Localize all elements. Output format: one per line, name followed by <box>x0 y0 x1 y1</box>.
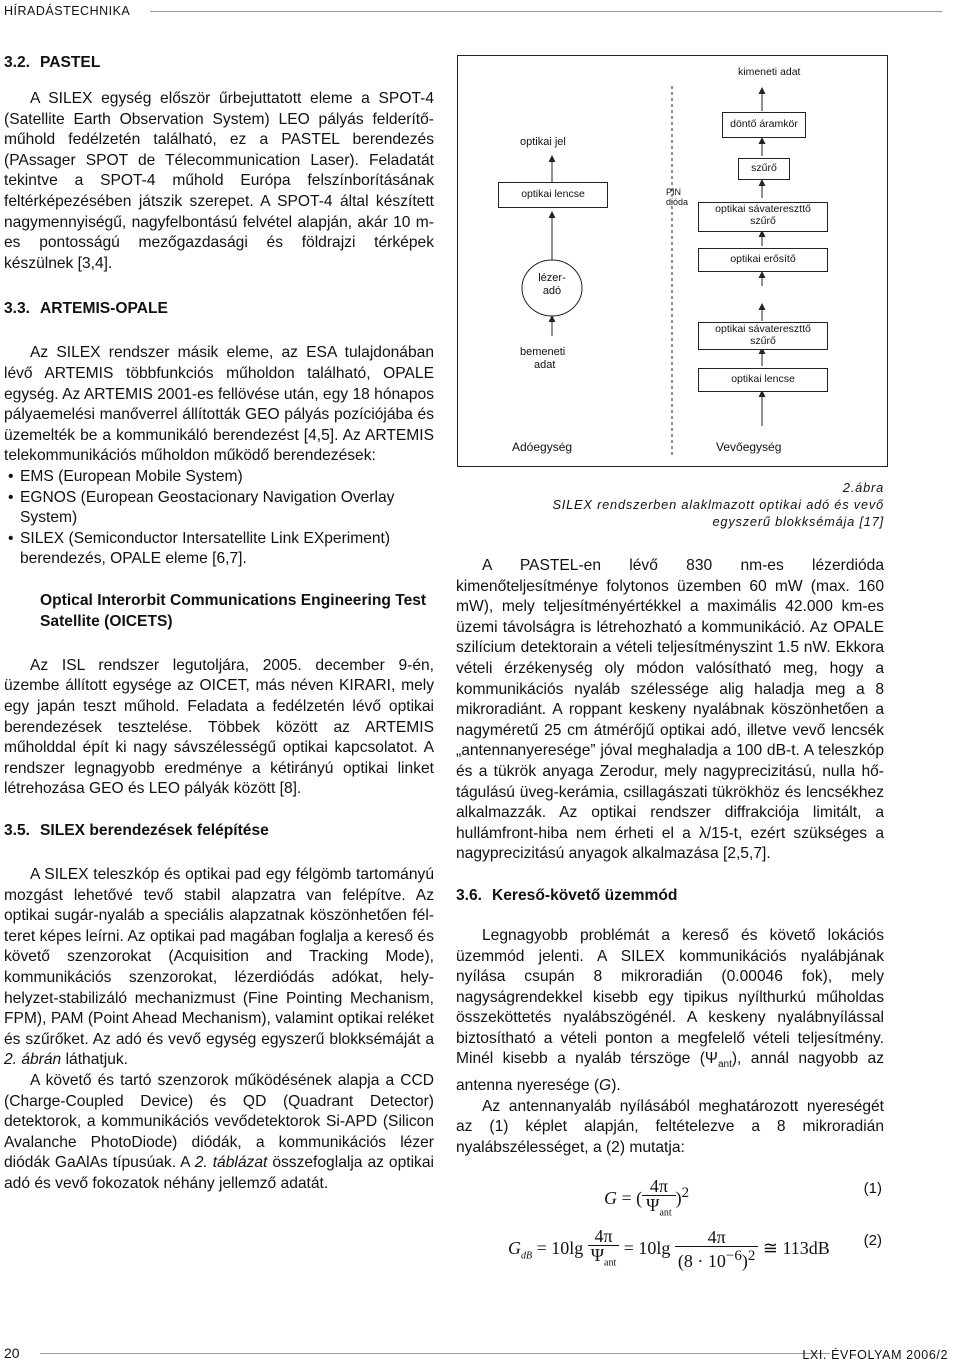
paragraph-pastel: A SILEX egység először űrbejuttatott eleme a SPOT-4 (Satellite Earth Observation System) LEO pályás felderítő-műhold fedélzetén található, ez a PASTEL berendezés (PAssager SPOT de Télecommunication Laser). Feladatát tekintve a SPOT-4 műhold Európa felszínborításának feltérképezésében játszik szerepet. A SPOT-4 által készített nagymennyiségű, nagyfelbontású felvétel alapján, akár 10 m-es pontosságú mezőgazdasági és földrajzi térképek készülnek [3,4]. <box>4 90 434 272</box>
box-tx-lens: optikai lencse <box>498 182 608 208</box>
figure-caption: 2.ábra SILEX rendszerben alaklmazott optikai adó és vevő egyszerű blokksémája [17] <box>552 480 884 529</box>
list-item: • EGNOS (European Geostacionary Navigation Overlay System) <box>4 488 434 529</box>
paragraph-gain-intro: Az antennanyaláb nyílásából meghatározott nyereségét az (1) képlet alapján, feltételezve a 8 mikroradián nyalábszélességet, a (2) mutatja: <box>456 1097 884 1156</box>
bullet-list <box>4 467 434 570</box>
paragraph-pastel-laser: A PASTEL-en lévő 830 nm-es lézerdióda kimenőteljesítménye folytonos üzemben 60 mW (max. 160 mW), mely teljesítményértékkel a maximális 42.000 km-es üzemi távolságra is létrehozható a kommunikáció. Az OPALE szilícium detektorain a vételi teljesítményszint 1.5 nW. Ekkora vételi érzékenység oly módon valósítható meg, hogy a kommunikációs nyaláb szélessége alig haladja meg a 8 mikroradiánt. A roppant keskeny nyalábnak köszönhetően a nagyméretű 25 cm átmérőjű optikai adó, illetve vevő lencsék „antennanyeresége” jóval meghaladja a 100 dB-t. A teleszkóp és a tükrök anyaga Zerodur, mely nagyprecizitású, nulla hő-tágulású üveg-kerámia, csillagászati tükrökhöz és lencsékhez alkalmazzák. Az optikai rendszer diffrakciója limitált, a hullámfront-hiba nem érheti el a λ/15-t, ezért szükséges a nagyprecizitású anyagok alkalmazása [2,5,7]. <box>456 557 884 863</box>
block-diagram-figure <box>457 55 888 467</box>
paragraph-artemis: Az SILEX rendszer másik eleme, az ESA tulajdonában lévő ARTEMIS többfunkciós műholdon található, OPALE egység. Az ARTEMIS 2001-es fellövése után, egy 18 hónapos pályaemelési manőverrel állították GEO pályás pozíciójába és üzemelték be a kommunikáló berendezést [4,5]. Az ARTEMIS telekommunikációs műholdon működő berendezések: <box>4 344 434 465</box>
section-heading-3-2: 3.2. PASTEL <box>4 54 101 71</box>
paragraph-silex-1: A SILEX teleszkóp és optikai pad egy félgömb tartományú mozgást lehetővé tevő stabil alapzatra van felépítve. Az optikai sugár-nyaláb a speciális alapzatnak köszönhetően fél-teret képes leírni. Az optikai pad magában foglalja a kereső és követő szenzorokat (Acquisition and Tracking Mode), kommunikációs szenzorokat, lézerdiódás adókat, hely-helyzet-stabilizáló mechanizmust (Fine Pointing Mechanism, FPM), PAM (Point Ahead Mechanism), valamint optikai reléket és szűrőket. Az adó és vevő egység egyszerű blokksémáját a 2. ábrán láthatjuk. <box>4 866 434 1069</box>
label-output-data: kimeneti adat <box>738 66 801 78</box>
paragraph-oicets: Az ISL rendszer legutoljára, 2005. december 9-én, üzembe állított egysége az OICET, más néven KIRARI, mely egy japán teszt műhold. Feladata a fedélzetén lévő optikai berendezések tesztelése. Többek között az ARTEMIS műholddal épít ki nagy sávszélességű optikai kapcsolatot. A rendszer legnagyobb eredménye a kétirányú optikai linket létrehozása GEO és LEO pályák között [8]. <box>4 656 434 798</box>
figure-reference: 2. ábrán <box>4 1051 62 1069</box>
section-heading-3-3: 3.3. ARTEMIS-OPALE <box>4 300 168 318</box>
section-heading-3-5: 3.5. SILEX berendezések felépítése <box>4 822 269 840</box>
header-rule <box>150 11 942 12</box>
box-bandpass-filter-2: optikai sávatereszttő szűrő <box>698 322 828 350</box>
label-pin-diode: PIN dióda <box>666 187 689 207</box>
running-header: HÍRADÁSTECHNIKA <box>4 4 131 18</box>
label-laser-transmitter: lézer- adó <box>538 272 566 297</box>
right-column <box>456 52 885 1272</box>
paragraph-silex-2: A követő és tartó szenzorok működésének alapja a CCD (Charge-Coupled Device) és QD (Quadrant Detector) detektorok, a kommunikációs vevődetektorok Si-APD (Silicon Avalanche PhotoDiode) diódák, a kommunikációs lézer diódák GaAlAs típusúak. A 2. táblázat összefoglalja az optikai adó és vevő fokozatok néhány jellemző adatát. <box>4 1071 434 1192</box>
label-receiver-unit: Vevőegység <box>716 440 782 454</box>
label-input-data: bemeneti adat <box>520 346 566 371</box>
page-number: 20 <box>4 1345 20 1361</box>
footer-rule <box>40 1353 830 1354</box>
section-heading-3-6: 3.6. Kereső-követő üzemmód <box>456 886 678 904</box>
equation-1: G = (4π $\Psi_{ant})^2$ (1) <box>456 1169 884 1211</box>
equation-2: $G_{dB} = 10\lg$ 4π $\Psi_{ant} = 10\lg \frac{4\pi}{(8 \cdot 10^{-6})^2}$ ≅ 113dB (2) <box>508 1225 882 1272</box>
volume-label: LXI. ÉVFOLYAM 2006/2 <box>802 1348 948 1362</box>
table-reference: 2. táblázat <box>194 1154 268 1172</box>
list-item: • SILEX (Semiconductor Intersatellite Link EXperiment) berendezés, OPALE eleme [6,7]. <box>4 529 434 570</box>
box-optical-amplifier: optikai erősítő <box>698 248 828 272</box>
label-optical-signal: optikai jel <box>520 136 566 148</box>
list-item: • EMS (European Mobile System) <box>4 467 434 488</box>
section-heading-3-4: Optical Interorbit Communications Engineering Test Satellite (OICETS) <box>40 591 427 630</box>
box-bandpass-filter-1: optikai sávatereszttő szűrő <box>698 202 828 232</box>
box-rx-lens: optikai lencse <box>698 368 828 392</box>
label-transmitter-unit: Adóegység <box>512 440 573 454</box>
paragraph-search-track: Legnagyobb problémát a kereső és követő lokációs üzemmód jelenti. A SILEX kommunikációs nyalábjának nyílása csupán 8 mikroradián (0.00046 fok), mely nagyságrendekkel kisebb egy tipikus nyílthurkú műholdas összeköttetés nyalábszögénél. A keskeny nyalábnyílással biztosítható a vételi ponton a megfelelő vételi teljesítmény. Minél kisebb a nyaláb térszöge $(\Psi_{ant})$, annál nagyobb az antenna nyeresége (G). <box>456 926 885 1095</box>
left-column <box>4 52 434 1195</box>
box-filter: szűrő <box>738 158 790 180</box>
box-decision-circuit: döntő áramkör <box>722 112 806 138</box>
